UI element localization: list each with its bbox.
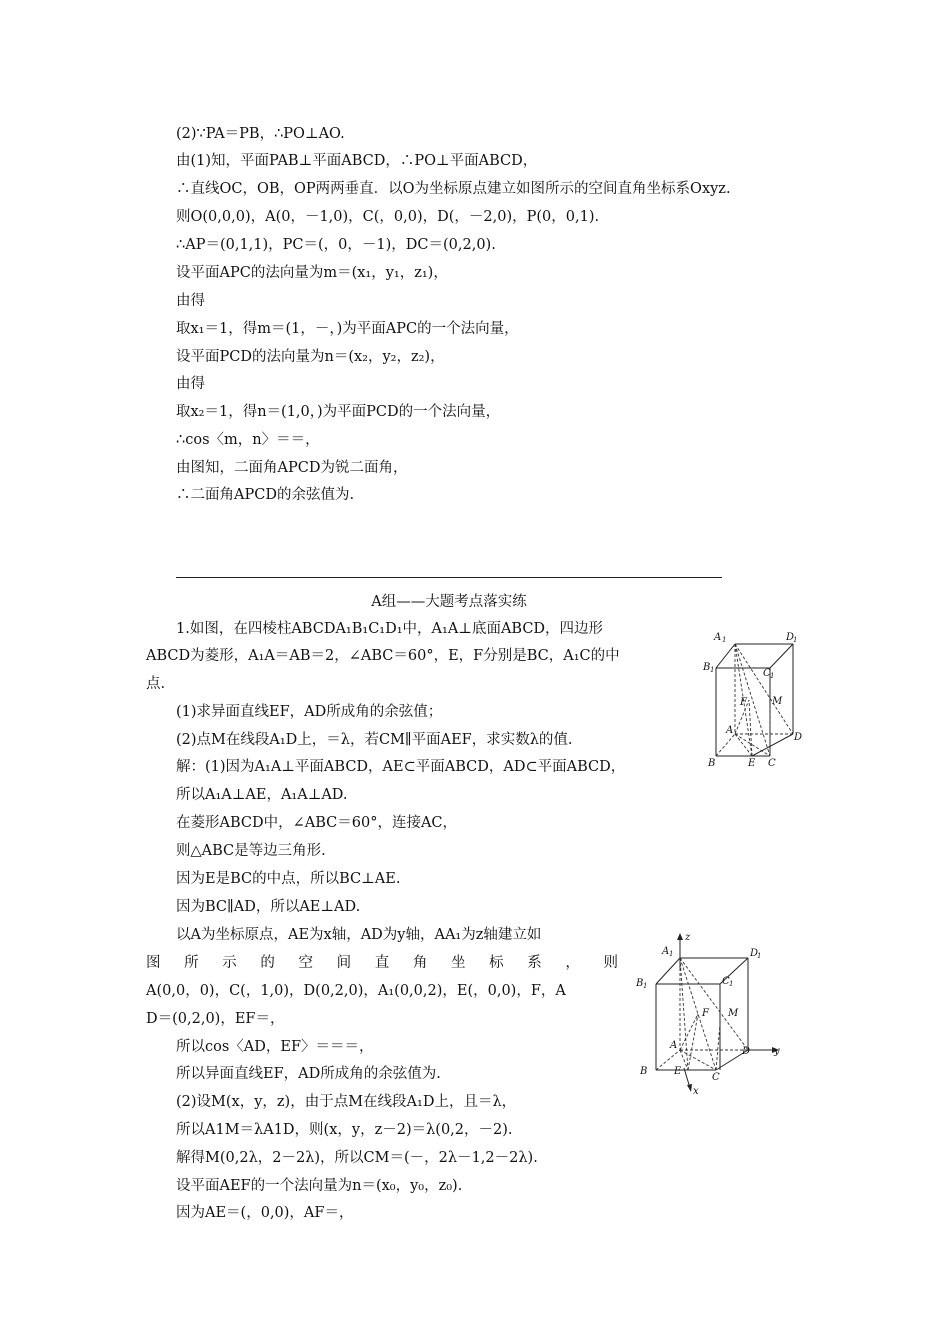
char: 空 <box>298 955 313 971</box>
text-line: (2)设M(x，y，z)，由于点M在线段A₁D上，且＝λ， <box>176 1094 517 1110</box>
label-F: F <box>740 697 747 708</box>
subscript: 1 <box>710 666 715 674</box>
subscript: 1 <box>643 982 648 990</box>
label-B: B <box>708 758 716 768</box>
label-D1: D <box>786 632 795 643</box>
text-line: 因为BC∥AD，所以AE⊥AD. <box>176 899 361 915</box>
text-line: 设平面APC的法向量为m＝(x₁，y₁，z₁)， <box>176 265 448 281</box>
text-line: 在菱形ABCD中，∠ABC＝60°，连接AC， <box>176 815 458 831</box>
text-line: ABCD为菱形，A₁A＝AB＝2，∠ABC＝60°，E，F分别是BC，A₁C的中 <box>146 648 620 664</box>
char: 图 <box>146 955 161 971</box>
label-A: A <box>726 725 734 736</box>
section-divider <box>176 577 722 578</box>
label-A1: A <box>662 946 670 957</box>
text-line: 由得 <box>176 376 205 392</box>
label-C1: C <box>722 976 730 987</box>
text-line: 由得 <box>176 293 205 309</box>
char: 间 <box>336 955 352 971</box>
text-line: 因为AE＝(，0,0)，AF＝， <box>176 1205 354 1221</box>
text-line: 则O(0,0,0)，A(0，－1,0)，C(，0,0)，D(，－2,0)，P(0，0,1). <box>176 209 600 225</box>
char: 的 <box>260 955 275 971</box>
char: 系 <box>527 955 542 971</box>
text-line: 由图知，二面角APCD为锐二面角， <box>176 460 408 476</box>
text-line: ∴cos〈m，n〉＝＝， <box>176 432 320 448</box>
char: 标 <box>489 955 504 971</box>
text-line: A(0,0，0)，C(，1,0)，D(0,2,0)，A₁(0,0,2)，E(，0,0)，F，A <box>146 983 566 999</box>
char: ， <box>565 955 580 971</box>
label-C: C <box>768 758 776 768</box>
text-line: (2)点M在线段A₁D上，＝λ，若CM∥平面AEF，求实数λ的值. <box>176 732 573 748</box>
text-line: 点. <box>146 676 166 692</box>
char: 直 <box>374 955 390 971</box>
text-line: 解得M(0,2λ，2－2λ)，所以CM＝(－，2λ－1,2－2λ). <box>176 1150 538 1166</box>
axis-y-label: y <box>774 1046 780 1057</box>
text-line: 解：(1)因为A₁A⊥平面ABCD，AE⊂平面ABCD，AD⊂平面ABCD， <box>176 759 626 775</box>
axis-x-label: x <box>693 1086 699 1097</box>
label-D: D <box>794 732 803 743</box>
subscript: 1 <box>757 952 762 960</box>
text-line: ∴二面角APCD的余弦值为. <box>176 487 355 503</box>
text-line: 以A为坐标原点，AE为x轴，AD为y轴，AA₁为z轴建立如 <box>176 927 542 943</box>
subscript: 1 <box>669 950 674 958</box>
label-C1: C <box>763 668 771 679</box>
section-title: A组——大题考点落实练 <box>371 594 527 610</box>
text-line: 所以A1M＝λA1D，则(x，y，z－2)＝λ(0,2，－2). <box>176 1122 513 1138</box>
label-M: M <box>772 696 783 707</box>
char: 坐 <box>451 955 466 971</box>
text-line: ∴AP＝(0,1,1)，PC＝(，0，－1)，DC＝(0,2,0). <box>176 237 496 253</box>
subscript: 1 <box>770 672 775 680</box>
char: 所 <box>184 955 199 971</box>
axis-z-label: z <box>685 932 691 943</box>
text-line: 因为E是BC的中点，所以BC⊥AE. <box>176 871 401 887</box>
text-line: 取x₁＝1，得m＝(1，－，)为平面APC的一个法向量， <box>176 321 519 337</box>
text-line: 所以异面直线EF，AD所成角的余弦值为. <box>176 1066 441 1082</box>
label-B1: B <box>703 662 711 673</box>
char: 则 <box>603 955 618 971</box>
char: 角 <box>412 955 428 971</box>
spread-text-line <box>146 954 618 972</box>
text-line: 则△ABC是等边三角形. <box>176 843 326 859</box>
text-line: 所以cos〈AD，EF〉＝＝＝， <box>176 1039 374 1055</box>
subscript: 1 <box>722 636 727 644</box>
subscript: 1 <box>793 636 798 644</box>
text-line: 设平面PCD的法向量为n＝(x₂，y₂，z₂)， <box>176 349 445 365</box>
label-B1: B <box>636 978 644 989</box>
text-line: 所以A₁A⊥AE，A₁A⊥AD. <box>176 787 348 803</box>
label-M: M <box>728 1008 739 1019</box>
label-A: A <box>670 1040 678 1051</box>
text-line: D＝(0,2,0)，EF＝， <box>146 1011 285 1027</box>
text-line: 1.如图，在四棱柱ABCDA₁B₁C₁D₁中，A₁A⊥底面ABCD，四边形 <box>176 621 604 637</box>
text-line: (1)求异面直线EF，AD所成角的余弦值； <box>176 704 443 720</box>
label-E: E <box>674 1066 682 1077</box>
subscript: 1 <box>729 980 734 988</box>
text-line: (2)∵PA＝PB，∴PO⊥AO. <box>176 126 345 142</box>
label-F: F <box>702 1008 709 1019</box>
text-line: ∴直线OC，OB，OP两两垂直．以O为坐标原点建立如图所示的空间直角坐标系Oxyz. <box>176 181 731 197</box>
label-D1: D <box>750 948 759 959</box>
text-line: 设平面AEF的一个法向量为n＝(x₀，y₀，z₀). <box>176 1178 463 1194</box>
label-D: D <box>742 1046 751 1057</box>
text-line: 取x₂＝1，得n＝(1,0，)为平面PCD的一个法向量， <box>176 404 501 420</box>
label-A1: A <box>714 632 722 643</box>
char: 示 <box>222 955 237 971</box>
prism-figure <box>700 628 810 768</box>
text-line: 由(1)知，平面PAB⊥平面ABCD，∴PO⊥平面ABCD， <box>176 153 538 169</box>
prism-axes-figure <box>628 928 788 1098</box>
label-E: E <box>748 758 756 768</box>
label-C: C <box>712 1072 720 1083</box>
label-B: B <box>640 1066 648 1077</box>
